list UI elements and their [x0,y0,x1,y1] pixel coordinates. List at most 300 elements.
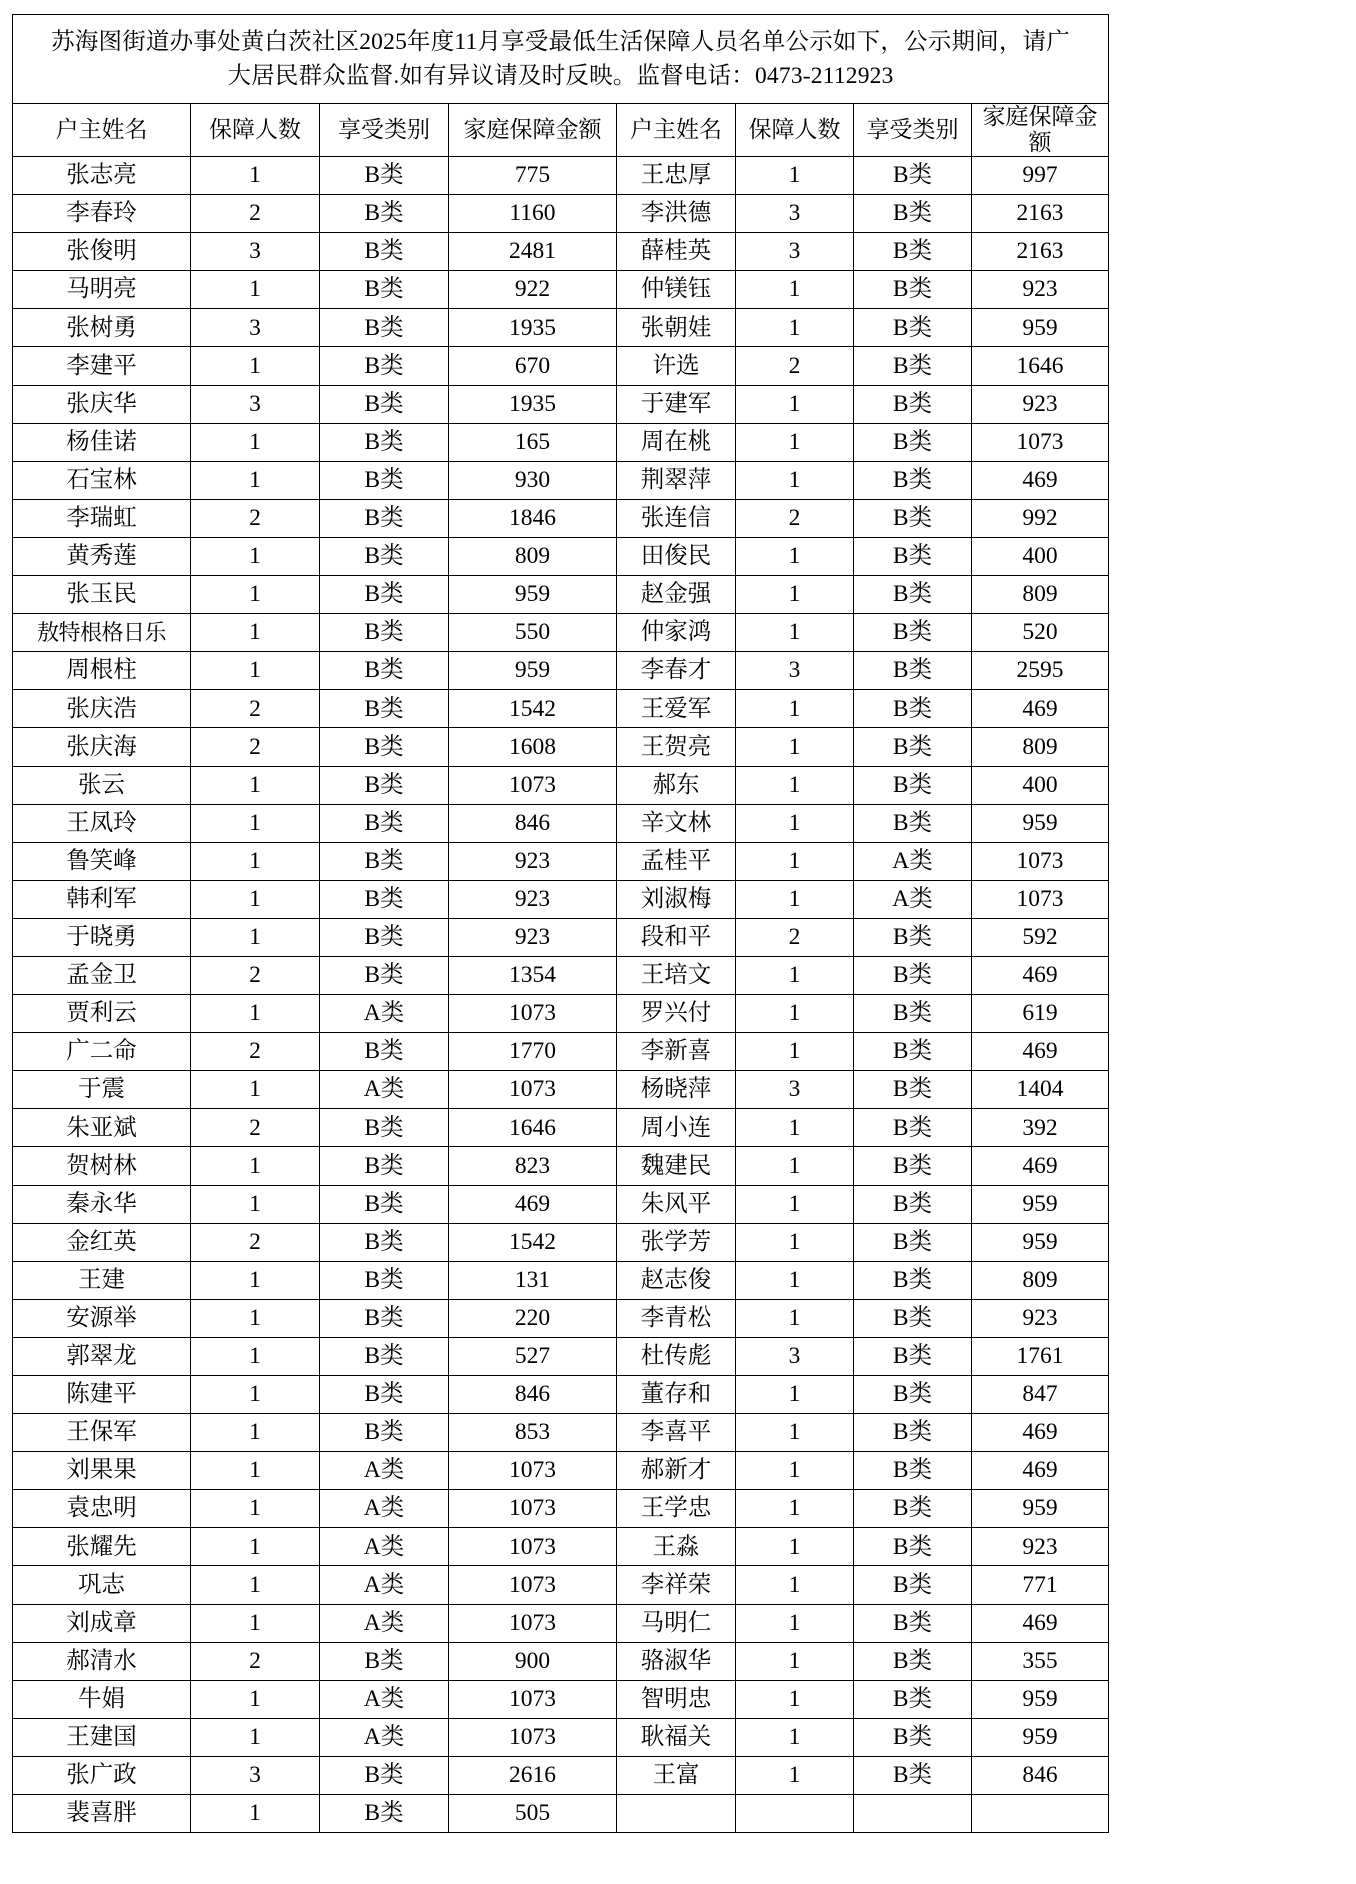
beneficiary-name-right: 董存和 [617,1376,736,1414]
beneficiary-count-right: 3 [736,195,854,233]
beneficiary-name-right: 张连信 [617,499,736,537]
beneficiary-category-right: B类 [854,576,972,614]
beneficiary-amount-left: 1846 [449,499,617,537]
beneficiary-name-right: 杜传彪 [617,1337,736,1375]
beneficiary-count-left: 2 [191,956,320,994]
table-row [13,1223,1109,1261]
beneficiary-amount-left: 670 [449,347,617,385]
beneficiary-count-left: 1 [191,804,320,842]
beneficiary-category-left: A类 [320,1680,449,1718]
beneficiary-amount-right: 846 [972,1756,1109,1794]
beneficiary-name-left: 马明亮 [13,271,191,309]
beneficiary-amount-right: 592 [972,918,1109,956]
beneficiary-category-left: B类 [320,1337,449,1375]
beneficiary-count-left: 2 [191,1223,320,1261]
beneficiary-name-left: 张耀先 [13,1528,191,1566]
beneficiary-count-left: 1 [191,614,320,652]
beneficiary-count-right: 3 [736,652,854,690]
beneficiary-count-left: 1 [191,1337,320,1375]
beneficiary-count-left: 1 [191,1490,320,1528]
beneficiary-count-right: 2 [736,499,854,537]
beneficiary-amount-right: 1073 [972,423,1109,461]
beneficiary-category-right: B类 [854,423,972,461]
beneficiary-amount-left: 823 [449,1147,617,1185]
beneficiary-count-right: 1 [736,1452,854,1490]
beneficiary-category-right: B类 [854,1147,972,1185]
beneficiary-name-left: 于震 [13,1071,191,1109]
title-row [13,15,1109,104]
beneficiary-name-right: 许选 [617,347,736,385]
beneficiary-category-right: B类 [854,1033,972,1071]
beneficiary-count-left: 1 [191,1566,320,1604]
table-row [13,271,1109,309]
beneficiary-name-left: 李瑞虹 [13,499,191,537]
beneficiary-count-left: 1 [191,1261,320,1299]
beneficiary-amount-left: 1073 [449,1452,617,1490]
beneficiary-amount-left: 923 [449,842,617,880]
beneficiary-category-left: B类 [320,1147,449,1185]
beneficiary-category-right: B类 [854,461,972,499]
beneficiary-category-right: B类 [854,918,972,956]
beneficiary-name-right: 张朝娃 [617,309,736,347]
beneficiary-amount-left: 1073 [449,766,617,804]
table-row [13,880,1109,918]
beneficiary-name-right: 朱风平 [617,1185,736,1223]
beneficiary-name-left: 黄秀莲 [13,537,191,575]
beneficiary-category-left: A类 [320,1718,449,1756]
table-row [13,1642,1109,1680]
table-row [13,690,1109,728]
beneficiary-count-right: 3 [736,1337,854,1375]
beneficiary-count-right: 1 [736,423,854,461]
beneficiary-amount-right: 469 [972,1604,1109,1642]
table-row [13,347,1109,385]
beneficiary-name-left: 刘果果 [13,1452,191,1490]
beneficiary-category-left: B类 [320,918,449,956]
beneficiary-name-left: 郭翠龙 [13,1337,191,1375]
beneficiary-category-left: B类 [320,309,449,347]
table-row [13,309,1109,347]
beneficiary-count-left: 2 [191,499,320,537]
beneficiary-amount-right: 771 [972,1566,1109,1604]
beneficiary-category-left: B类 [320,1033,449,1071]
beneficiary-name-left: 巩志 [13,1566,191,1604]
beneficiary-amount-right: 469 [972,461,1109,499]
table-row [13,1071,1109,1109]
beneficiary-count-right: 1 [736,1033,854,1071]
beneficiary-name-right: 田俊民 [617,537,736,575]
beneficiary-category-right: B类 [854,1452,972,1490]
table-row [13,1528,1109,1566]
beneficiary-category-left: B类 [320,804,449,842]
column-header-amount-right: 家庭保障金额 [972,104,1109,157]
beneficiary-amount-left: 1935 [449,309,617,347]
beneficiary-amount-right: 469 [972,1414,1109,1452]
beneficiary-category-right: B类 [854,1414,972,1452]
beneficiary-category-right: B类 [854,1223,972,1261]
beneficiary-amount-right: 959 [972,1718,1109,1756]
column-header-count-right: 保障人数 [736,104,854,157]
beneficiary-count-right: 1 [736,804,854,842]
beneficiary-name-right: 赵志俊 [617,1261,736,1299]
beneficiary-count-right [736,1795,854,1833]
beneficiary-amount-right: 959 [972,1680,1109,1718]
beneficiary-category-right: B类 [854,804,972,842]
beneficiary-count-left: 1 [191,1414,320,1452]
beneficiary-category-right: B类 [854,1185,972,1223]
table-row [13,1261,1109,1299]
beneficiary-name-left: 王建国 [13,1718,191,1756]
table-row [13,1414,1109,1452]
beneficiary-name-left: 贾利云 [13,995,191,1033]
beneficiary-amount-left: 1073 [449,1071,617,1109]
beneficiary-name-right: 郝东 [617,766,736,804]
beneficiary-count-left: 1 [191,1299,320,1337]
beneficiary-name-right: 杨晓萍 [617,1071,736,1109]
beneficiary-category-right: B类 [854,1299,972,1337]
beneficiary-category-right: B类 [854,347,972,385]
beneficiary-count-left: 1 [191,1528,320,1566]
beneficiary-category-left: B类 [320,537,449,575]
beneficiary-amount-right: 400 [972,537,1109,575]
beneficiary-amount-right: 400 [972,766,1109,804]
beneficiary-count-left: 1 [191,652,320,690]
beneficiary-name-left: 陈建平 [13,1376,191,1414]
beneficiary-category-left: B类 [320,652,449,690]
table-row [13,1566,1109,1604]
beneficiary-amount-left: 1542 [449,1223,617,1261]
beneficiary-name-right: 王学忠 [617,1490,736,1528]
beneficiary-count-right: 1 [736,271,854,309]
table-header-row [13,104,1109,157]
beneficiary-count-right: 1 [736,1642,854,1680]
beneficiary-count-right: 1 [736,614,854,652]
beneficiary-count-left: 1 [191,880,320,918]
beneficiary-category-right: B类 [854,195,972,233]
beneficiary-category-right: B类 [854,537,972,575]
beneficiary-count-left: 1 [191,157,320,195]
beneficiary-amount-left: 1770 [449,1033,617,1071]
beneficiary-count-left: 1 [191,461,320,499]
beneficiary-name-right: 李祥荣 [617,1566,736,1604]
beneficiary-amount-left: 550 [449,614,617,652]
beneficiary-category-left: A类 [320,1452,449,1490]
beneficiary-count-left: 1 [191,1452,320,1490]
beneficiary-amount-left: 1935 [449,385,617,423]
beneficiary-count-right: 2 [736,347,854,385]
beneficiary-count-right: 3 [736,1071,854,1109]
beneficiary-amount-left: 775 [449,157,617,195]
beneficiary-amount-left: 505 [449,1795,617,1833]
beneficiary-amount-left: 1646 [449,1109,617,1147]
beneficiary-amount-right: 469 [972,1033,1109,1071]
beneficiary-amount-right: 923 [972,385,1109,423]
table-row [13,918,1109,956]
beneficiary-name-right: 罗兴付 [617,995,736,1033]
beneficiary-category-right: B类 [854,385,972,423]
beneficiary-name-left: 敖特根格日乐 [13,614,191,652]
beneficiary-amount-left: 809 [449,537,617,575]
beneficiary-category-left: A类 [320,1071,449,1109]
beneficiary-name-left: 秦永华 [13,1185,191,1223]
beneficiary-name-left: 贺树林 [13,1147,191,1185]
beneficiary-name-right: 郝新才 [617,1452,736,1490]
beneficiary-count-right: 1 [736,385,854,423]
beneficiary-count-left: 1 [191,918,320,956]
beneficiary-amount-right: 1761 [972,1337,1109,1375]
beneficiary-name-left: 周根柱 [13,652,191,690]
beneficiary-name-right: 王贺亮 [617,728,736,766]
beneficiary-category-left: B类 [320,461,449,499]
beneficiary-name-left: 金红英 [13,1223,191,1261]
beneficiary-count-left: 3 [191,385,320,423]
beneficiary-amount-right: 997 [972,157,1109,195]
beneficiary-category-left: B类 [320,1185,449,1223]
beneficiary-count-left: 1 [191,537,320,575]
beneficiary-name-left: 牛娟 [13,1680,191,1718]
beneficiary-category-left: B类 [320,1642,449,1680]
beneficiary-category-left: B类 [320,956,449,994]
beneficiary-category-right: B类 [854,1337,972,1375]
beneficiary-category-right: B类 [854,1071,972,1109]
beneficiary-name-left: 王建 [13,1261,191,1299]
beneficiary-amount-left: 1073 [449,1528,617,1566]
beneficiary-name-left: 孟金卫 [13,956,191,994]
beneficiary-amount-left: 220 [449,1299,617,1337]
beneficiary-category-left: B类 [320,385,449,423]
beneficiary-amount-left: 1073 [449,1490,617,1528]
table-row [13,1376,1109,1414]
beneficiary-count-right: 1 [736,537,854,575]
beneficiary-amount-right: 959 [972,309,1109,347]
beneficiary-count-right: 1 [736,1223,854,1261]
beneficiary-count-right: 3 [736,233,854,271]
beneficiary-count-left: 1 [191,1795,320,1833]
beneficiary-amount-right: 1073 [972,880,1109,918]
beneficiary-amount-right: 992 [972,499,1109,537]
beneficiary-count-left: 2 [191,690,320,728]
table-row [13,385,1109,423]
beneficiary-count-right: 1 [736,157,854,195]
beneficiary-count-right: 1 [736,690,854,728]
beneficiary-count-right: 1 [736,576,854,614]
beneficiary-amount-right: 2163 [972,233,1109,271]
beneficiary-category-right: B类 [854,1261,972,1299]
beneficiary-name-right: 周小连 [617,1109,736,1147]
beneficiary-amount-left: 846 [449,804,617,842]
beneficiary-category-left: B类 [320,766,449,804]
beneficiary-amount-left: 923 [449,880,617,918]
table-row [13,1490,1109,1528]
beneficiary-amount-right: 809 [972,728,1109,766]
beneficiary-category-right: B类 [854,995,972,1033]
beneficiary-count-left: 1 [191,423,320,461]
beneficiary-amount-right: 469 [972,690,1109,728]
beneficiary-amount-right: 959 [972,1185,1109,1223]
beneficiary-amount-left: 1073 [449,1604,617,1642]
beneficiary-name-right: 王富 [617,1756,736,1794]
beneficiary-count-left: 1 [191,347,320,385]
beneficiary-name-left: 石宝林 [13,461,191,499]
beneficiary-name-left: 袁忠明 [13,1490,191,1528]
table-row [13,1795,1109,1833]
beneficiary-name-right: 王淼 [617,1528,736,1566]
beneficiary-category-right: B类 [854,956,972,994]
beneficiary-count-right: 1 [736,1718,854,1756]
beneficiary-count-left: 2 [191,1642,320,1680]
beneficiary-count-right: 2 [736,918,854,956]
beneficiary-category-left: B类 [320,423,449,461]
beneficiary-category-left: B类 [320,233,449,271]
beneficiary-name-left: 于晓勇 [13,918,191,956]
beneficiary-category-left: A类 [320,1604,449,1642]
beneficiary-count-left: 2 [191,728,320,766]
beneficiary-count-right: 1 [736,1376,854,1414]
beneficiary-name-right: 王培文 [617,956,736,994]
beneficiary-category-left: B类 [320,880,449,918]
beneficiary-name-right: 骆淑华 [617,1642,736,1680]
beneficiary-category-right: B类 [854,766,972,804]
beneficiary-amount-left: 1073 [449,995,617,1033]
table-row [13,1604,1109,1642]
beneficiary-category-left: A类 [320,1490,449,1528]
beneficiary-count-left: 1 [191,1376,320,1414]
beneficiary-amount-right: 520 [972,614,1109,652]
beneficiary-amount-left: 900 [449,1642,617,1680]
beneficiary-category-right: B类 [854,309,972,347]
beneficiary-name-right: 李青松 [617,1299,736,1337]
beneficiary-name-left: 韩利军 [13,880,191,918]
beneficiary-category-left: B类 [320,1109,449,1147]
notice-title-line-2: 大居民群众监督.如有异议请及时反映。监督电话：0473-2112923 [227,63,894,89]
beneficiary-amount-left: 959 [449,576,617,614]
beneficiary-name-left: 张庆海 [13,728,191,766]
beneficiary-count-left: 3 [191,233,320,271]
beneficiary-category-right: B类 [854,1642,972,1680]
beneficiary-name-right: 李洪德 [617,195,736,233]
beneficiary-name-right: 李春才 [617,652,736,690]
beneficiary-category-left: B类 [320,690,449,728]
beneficiary-category-right: B类 [854,1718,972,1756]
beneficiary-amount-left: 1542 [449,690,617,728]
beneficiary-category-right: B类 [854,1680,972,1718]
beneficiary-amount-right: 619 [972,995,1109,1033]
table-row [13,728,1109,766]
beneficiary-category-right: B类 [854,690,972,728]
beneficiary-amount-right: 2163 [972,195,1109,233]
beneficiary-category-right: B类 [854,157,972,195]
beneficiary-count-right: 1 [736,1185,854,1223]
beneficiary-name-right: 王爱军 [617,690,736,728]
beneficiary-name-right: 薛桂英 [617,233,736,271]
beneficiary-category-left: B类 [320,195,449,233]
table-row [13,233,1109,271]
beneficiary-name-left: 张庆浩 [13,690,191,728]
beneficiary-name-left: 刘成章 [13,1604,191,1642]
table-body [13,157,1109,1833]
beneficiary-category-left: B类 [320,157,449,195]
beneficiary-category-left: B类 [320,1414,449,1452]
beneficiary-count-right: 1 [736,1756,854,1794]
beneficiary-count-right: 1 [736,842,854,880]
beneficiary-count-left: 1 [191,1071,320,1109]
beneficiary-name-right: 仲家鸿 [617,614,736,652]
table-row [13,157,1109,195]
beneficiary-name-left: 李春玲 [13,195,191,233]
beneficiary-category-right [854,1795,972,1833]
beneficiary-amount-right: 923 [972,1299,1109,1337]
beneficiary-count-left: 1 [191,1718,320,1756]
beneficiary-count-right: 1 [736,1490,854,1528]
beneficiary-name-right: 刘淑梅 [617,880,736,918]
beneficiary-category-right: B类 [854,1566,972,1604]
table-row [13,766,1109,804]
beneficiary-amount-right: 1073 [972,842,1109,880]
beneficiary-category-right: A类 [854,880,972,918]
beneficiary-category-left: B类 [320,728,449,766]
beneficiary-amount-left: 469 [449,1185,617,1223]
notice-title-line-1: 苏海图街道办事处黄白茨社区2025年度11月享受最低生活保障人员名单公示如下，公示期间，请广 [51,28,1070,55]
beneficiary-name-right: 张学芳 [617,1223,736,1261]
beneficiary-category-left: A类 [320,1528,449,1566]
beneficiary-category-right: A类 [854,842,972,880]
beneficiary-amount-right: 923 [972,1528,1109,1566]
beneficiary-name-left: 张庆华 [13,385,191,423]
beneficiary-amount-left: 131 [449,1261,617,1299]
column-header-amount-left: 家庭保障金额 [449,104,617,157]
beneficiary-amount-left: 1073 [449,1718,617,1756]
beneficiary-category-right: B类 [854,233,972,271]
beneficiary-count-left: 2 [191,1109,320,1147]
beneficiary-amount-left: 1073 [449,1680,617,1718]
beneficiary-name-right: 智明忠 [617,1680,736,1718]
beneficiary-name-right: 赵金强 [617,576,736,614]
column-header-name-right: 户主姓名 [617,104,736,157]
beneficiary-amount-right: 959 [972,1490,1109,1528]
beneficiary-count-left: 3 [191,309,320,347]
beneficiary-amount-right: 355 [972,1642,1109,1680]
beneficiary-name-right: 辛文林 [617,804,736,842]
beneficiary-name-left: 裴喜胖 [13,1795,191,1833]
beneficiary-name-left: 王凤玲 [13,804,191,842]
beneficiary-name-left: 杨佳诺 [13,423,191,461]
beneficiary-name-left: 张玉民 [13,576,191,614]
beneficiary-amount-right: 1404 [972,1071,1109,1109]
beneficiary-amount-left: 846 [449,1376,617,1414]
beneficiary-category-right: B类 [854,1528,972,1566]
beneficiary-category-left: B类 [320,499,449,537]
beneficiary-category-left: B类 [320,576,449,614]
beneficiary-count-right: 1 [736,1528,854,1566]
beneficiary-name-right: 周在桃 [617,423,736,461]
beneficiary-count-right: 1 [736,1261,854,1299]
beneficiary-count-left: 1 [191,842,320,880]
notice-title [13,15,1109,104]
beneficiary-amount-left: 1354 [449,956,617,994]
beneficiary-count-right: 1 [736,1147,854,1185]
beneficiary-category-right: B类 [854,499,972,537]
beneficiary-amount-left: 165 [449,423,617,461]
beneficiary-count-right: 1 [736,309,854,347]
beneficiary-count-right: 1 [736,766,854,804]
beneficiary-category-left: B类 [320,1795,449,1833]
beneficiary-category-left: B类 [320,1756,449,1794]
beneficiary-category-right: B类 [854,271,972,309]
beneficiary-name-left: 张云 [13,766,191,804]
beneficiary-name-right: 耿福关 [617,1718,736,1756]
table-row [13,956,1109,994]
beneficiary-amount-left: 1160 [449,195,617,233]
